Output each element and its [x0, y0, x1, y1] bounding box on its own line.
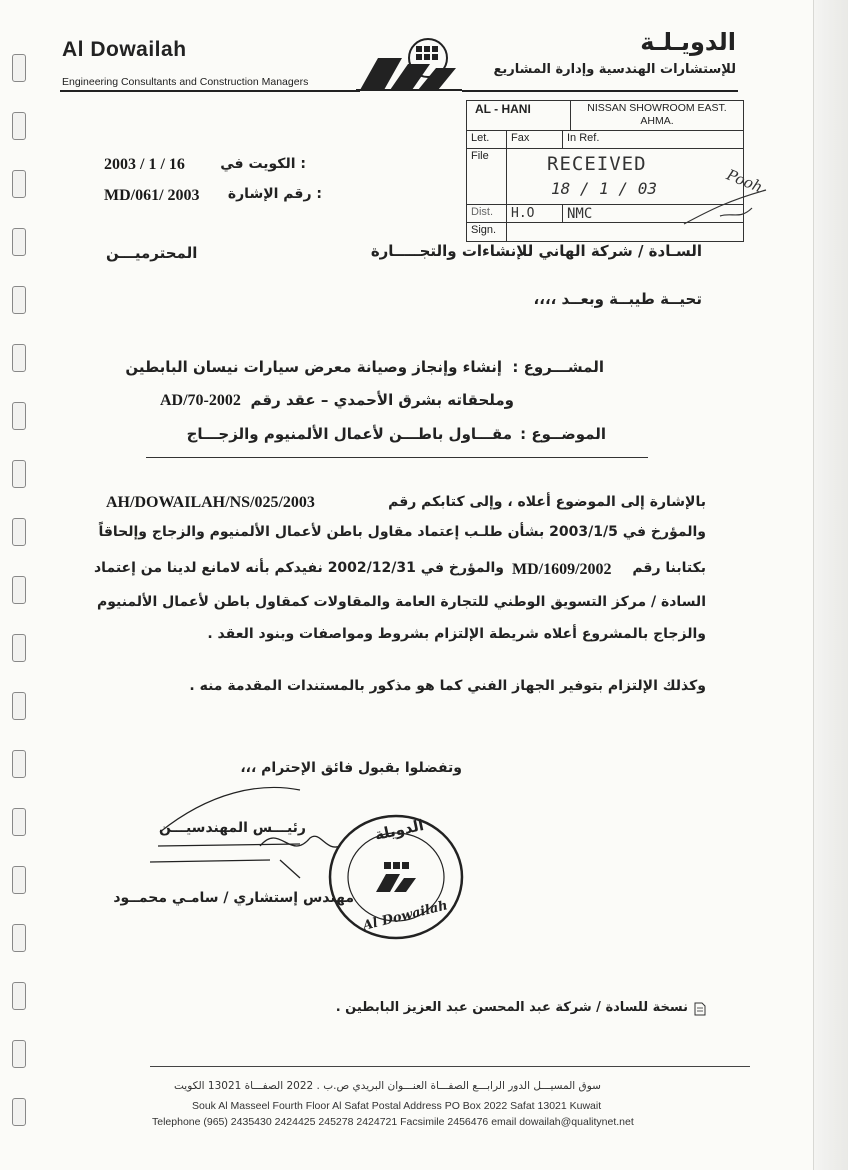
- company-logo-icon: [356, 34, 464, 94]
- seal-ar-text: الدويلة: [373, 815, 426, 844]
- binder-hole: [12, 518, 26, 546]
- binder-hole: [12, 286, 26, 314]
- handwritten-signature: [150, 782, 350, 892]
- signature-title: رئيـــس المهندسيـــن: [159, 820, 306, 836]
- binder-hole: [12, 228, 26, 256]
- project-label: المشـــروع :: [512, 358, 604, 376]
- binder-hole: [12, 170, 26, 198]
- document-icon: [694, 1002, 706, 1016]
- cc-line: نسخة للسادة / شركة عبد المحسن عبد العزيز البابطين .: [335, 1000, 688, 1015]
- ref-value: MD/061/ 2003: [104, 187, 200, 204]
- header-rule-left: [60, 90, 360, 92]
- binder-hole: [12, 924, 26, 952]
- project-contract-no: AD/70-2002: [160, 392, 241, 409]
- binder-hole: [12, 54, 26, 82]
- body-line3-b: والمؤرخ في 2002/12/31 نفيدكم بأنه لامانع لدينا من إعتماد: [94, 560, 504, 576]
- addressee-name: السـادة / شركة الهاني للإنشاءات والتجـــــارة: [370, 242, 702, 260]
- stamp-file-label: File: [467, 149, 507, 205]
- binder-hole: [12, 402, 26, 430]
- initials-scribble: [680, 180, 770, 240]
- stamp-col-fax: Fax: [507, 131, 563, 149]
- stamp-col-inref: In Ref.: [563, 131, 743, 149]
- stamp-dist-value: [507, 205, 563, 223]
- binder-hole: [12, 344, 26, 372]
- stamp-addressee: AL - HANI: [467, 101, 571, 131]
- project-line2: وملحقاته بشرق الأحمدي – عقد رقم: [250, 391, 514, 409]
- body-line2: والمؤرخ في 2003/1/5 بشأن طلـب إعتماد مقاول باطن لأعمال الألمنيوم والزجاج وإلحاقاً: [98, 524, 706, 540]
- stamp-dist-label: Dist.: [467, 205, 507, 223]
- closing: وتفضلوا بقبول فائق الإحترام ،،،: [240, 760, 462, 776]
- subject-text: مقـــاول باطـــن لأعمال الألمنيوم والزجـــاج: [186, 425, 512, 443]
- binder-hole: [12, 576, 26, 604]
- company-seal: [326, 812, 466, 942]
- footer-address-en: Souk Al Masseel Fourth Floor Al Safat Postal Address PO Box 2022 Safat 13021 Kuwait: [192, 1100, 602, 1112]
- binder-hole: [12, 750, 26, 778]
- stamp-sign-label: Sign.: [467, 223, 507, 241]
- binder-hole: [12, 808, 26, 836]
- stamp-location: NISSAN SHOWROOM EAST. AHMA.: [571, 101, 743, 131]
- body-line5: والزجاج بالمشروع أعلاه شريطة الإلتزام بشروط ومواصفات وبنود العقد .: [207, 626, 706, 642]
- binder-hole: [12, 460, 26, 488]
- body-line1-ref: AH/DOWAILAH/NS/025/2003: [106, 494, 315, 511]
- company-subtitle-ar: للإستشارات الهندسية وإدارة المشاريع: [493, 62, 736, 77]
- body-line3-ref: MD/1609/2002: [512, 561, 612, 578]
- footer-contact-en: Telephone (965) 2435430 2424425 245278 2424721 Facsimile 2456476 email dowailah@qualitynet.net: [152, 1116, 634, 1128]
- seal-en-text: Al Dowailah: [361, 898, 450, 934]
- binder-hole: [12, 112, 26, 140]
- signature-name: مهندس إستشاري / سامـي محمــود: [113, 890, 354, 906]
- body-line6: وكذلك الإلتزام بتوفير الجهاز الفني كما هو مذكور بالمستندات المقدمة منه .: [189, 678, 706, 694]
- binder-hole: [12, 866, 26, 894]
- binder-hole: [12, 1040, 26, 1068]
- company-name-ar: الدويـلـة: [640, 28, 736, 56]
- page-edge: [813, 0, 848, 1170]
- greeting: تحيــة طيبــة وبعــد ،،،،: [533, 290, 702, 308]
- body-line1: بالإشارة إلى الموضوع أعلاه ، وإلى كتابكم رقم: [388, 494, 706, 510]
- header-rule-right: [462, 90, 738, 92]
- stamp-dist-value2-text: NMC: [567, 206, 593, 222]
- body-line4: السادة / مركز التسويق الوطني للتجارة العامة والمقاولات كمقاول باطن لأعمال الألمنيوم: [96, 594, 706, 610]
- binder-hole: [12, 1098, 26, 1126]
- binder-hole: [12, 982, 26, 1010]
- footer-rule: [150, 1066, 750, 1067]
- date-label: الكويت في :: [220, 156, 306, 172]
- company-subtitle-en: Engineering Consultants and Construction Managers: [62, 76, 309, 88]
- stamp-initials: Pooh: [723, 165, 766, 197]
- date-value: 2003 / 1 / 16: [104, 156, 185, 173]
- ref-label: رقم الإشارة :: [227, 186, 322, 202]
- stamp-col-let: Let.: [467, 131, 507, 149]
- binder-hole: [12, 692, 26, 720]
- stamp-received-date: 18 / 1 / 03: [551, 179, 657, 198]
- company-name-en: Al Dowailah: [62, 38, 187, 61]
- body-line3-a: بكتابنا رقم: [632, 560, 706, 576]
- stamp-dist-value-text: H.O: [511, 206, 535, 221]
- subject-underline: [146, 457, 648, 458]
- project-line1: إنشاء وإنجاز وصيانة معرض سيارات نيسان البابطين: [125, 358, 502, 376]
- stamp-received-text: RECEIVED: [547, 153, 647, 175]
- addressee-honorific: المحترميـــن: [106, 244, 198, 262]
- footer-ar: سوق المسيـــل الدور الرابـــع الصفـــاة العنـــوان البريدي ص.ب . 2022 الصفـــاة 13021 الكويت: [174, 1080, 601, 1092]
- binder-hole: [12, 634, 26, 662]
- subject-label: الموضــوع :: [520, 425, 606, 443]
